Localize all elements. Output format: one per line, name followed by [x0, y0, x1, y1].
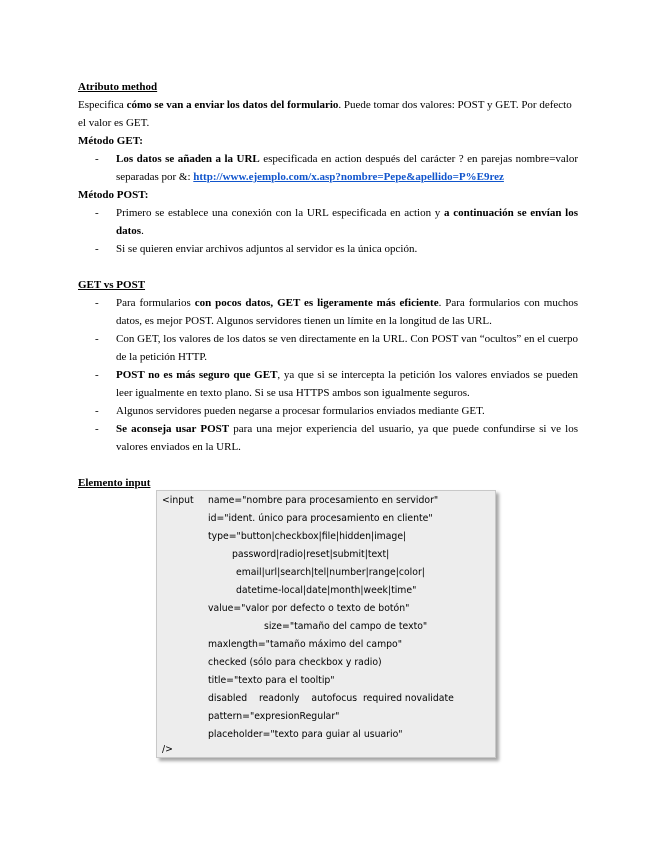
code-line: password|radio|reset|submit|text| — [232, 549, 390, 560]
code-line: placeholder="texto para guiar al usuario" — [208, 729, 403, 740]
list-item: - Si se quieren enviar archivos adjuntos al servidor es la única opción. — [95, 243, 418, 255]
code-line: id="ident. único para procesamiento en cliente" — [208, 513, 433, 524]
document-content — [78, 78, 578, 492]
code-line: pattern="expresionRegular" — [208, 711, 340, 722]
list-item: - Para formularios con pocos datos, GET es ligeramente más eficiente. Para formularios con muchos datos, es mejor POST. Algunos servidores tienen un límite en la longitud de las URL. — [95, 297, 579, 327]
post-method-list — [78, 204, 578, 258]
example-url-link[interactable]: http://www.ejemplo.com/x.asp?nombre=Pepe&apellido=P%E9rez — [193, 171, 504, 183]
post-method-title: Método POST: — [78, 189, 149, 201]
code-line: disabled readonly autofocus required novalidate — [208, 693, 454, 704]
code-line: maxlength="tamaño máximo del campo" — [208, 639, 403, 650]
code-open-tag: <input — [162, 495, 194, 506]
get-vs-post-list — [78, 294, 578, 456]
list-item: - Los datos se añaden a la URL especificada en action después del carácter ? en parejas nombre=valor separadas por &: http://www.ejemplo.com/x.asp?nombre=Pepe&apellido=P%E9rez — [95, 153, 578, 183]
code-line: type="button|checkbox|file|hidden|image| — [208, 531, 407, 542]
code-close-tag: /> — [162, 744, 173, 755]
section-heading-elemento-input: Elemento input — [78, 477, 151, 489]
list-item: - Algunos servidores pueden negarse a procesar formularios enviados mediante GET. — [95, 405, 485, 417]
code-line: size="tamaño del campo de texto" — [264, 621, 428, 632]
input-syntax-code-box — [156, 490, 496, 758]
method-intro-paragraph: Especifica cómo se van a enviar los datos del formulario. Puede tomar dos valores: POST y GET. Por defecto el valor es GET. — [78, 99, 572, 129]
get-method-list — [78, 150, 578, 186]
section-heading-get-vs-post: GET vs POST — [78, 279, 146, 291]
code-line: name="nombre para procesamiento en servidor" — [208, 495, 439, 506]
section-heading-atributo-method: Atributo method — [78, 81, 158, 93]
list-item: - POST no es más seguro que GET, ya que si se intercepta la petición los valores enviados se pueden leer igualmente en texto plano. Si se usa HTTPS ambos son igualmente seguros. — [95, 369, 578, 399]
code-line: title="texto para el tooltip" — [208, 675, 335, 686]
code-line: checked (sólo para checkbox y radio) — [208, 657, 382, 668]
list-item: - Primero se establece una conexión con la URL especificada en action y a continuación se envían los datos. — [95, 207, 578, 237]
code-line: datetime-local|date|month|week|time" — [236, 585, 417, 596]
get-method-title: Método GET: — [78, 135, 143, 147]
code-line: value="valor por defecto o texto de botón" — [208, 603, 410, 614]
list-item: - Con GET, los valores de los datos se ven directamente en la URL. Con POST van “ocultos” en el cuerpo de la petición HTTP. — [95, 333, 578, 363]
list-item: - Se aconseja usar POST para una mejor experiencia del usuario, ya que puede confundirse si ve los valores enviados en la URL. — [95, 423, 578, 453]
code-line: email|url|search|tel|number|range|color| — [236, 567, 425, 578]
